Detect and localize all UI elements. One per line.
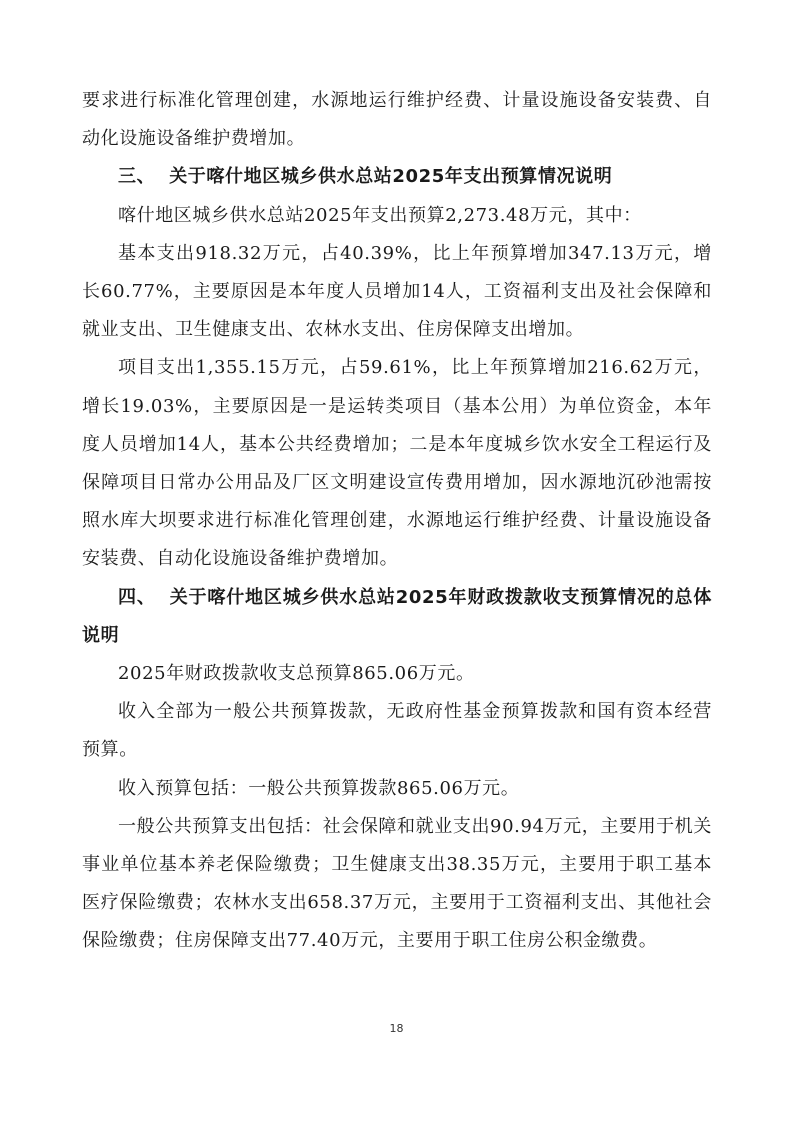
paragraph: 收入预算包括：一般公共预算拨款865.06万元。 (118, 777, 520, 799)
paragraph: 喀什地区城乡供水总站2025年支出预算2,273.48万元，其中： (118, 204, 642, 226)
section-number: 四、 (118, 586, 156, 608)
paragraph: 一般公共预算支出包括：社会保障和就业支出90.94万元，主要用于机关事业单位基本养老保险缴费；卫生健康支出38.35万元，主要用于职工基本医疗保险缴费；农林水支出658.37万元，主要用于工资福利支出、其他社会保险缴费；住房保障支出77.40万元，主要用于职工住房公积金缴费。 (82, 815, 712, 952)
document-body (82, 82, 712, 961)
paragraph: 收入全部为一般公共预算拨款，无政府性基金预算拨款和国有资本经营预算。 (82, 701, 712, 761)
section-number: 三、 (118, 166, 156, 188)
page-number: 18 (389, 1022, 404, 1035)
paragraph: 2025年财政拨款收支总预算865.06万元。 (118, 663, 475, 685)
section-heading-4 (82, 579, 712, 655)
paragraph-continuation: 要求进行标准化管理创建，水源地运行维护经费、计量设施设备安装费、自动化设施设备维护费增加。 (82, 90, 712, 150)
section-heading-text: 关于喀什地区城乡供水总站2025年支出预算情况说明 (169, 166, 613, 188)
paragraph: 项目支出1,355.15万元，占59.61%，比上年预算增加216.62万元，增长19.03%，主要原因是一是运转类项目（基本公用）为单位资金，本年度人员增加14人，基本公共经费增加；二是本年度城乡饮水安全工程运行及保障项目日常办公用品及厂区文明建设宣传费用增加，因水源地沉砂池需按照水库大坝要求进行标准化管理创建，水源地运行维护经费、计量设施设备安装费、自动化设施设备维护费增加。 (82, 357, 712, 570)
section-heading-text: 关于喀什地区城乡供水总站2025年财政拨款收支预算情况的总体说明 (82, 586, 712, 646)
paragraph: 基本支出918.32万元，占40.39%，比上年预算增加347.13万元，增长60.77%，主要原因是本年度人员增加14人，工资福利支出及社会保障和就业支出、卫生健康支出、农林水支出、住房保障支出增加。 (82, 242, 712, 341)
section-heading-3 (82, 158, 712, 196)
